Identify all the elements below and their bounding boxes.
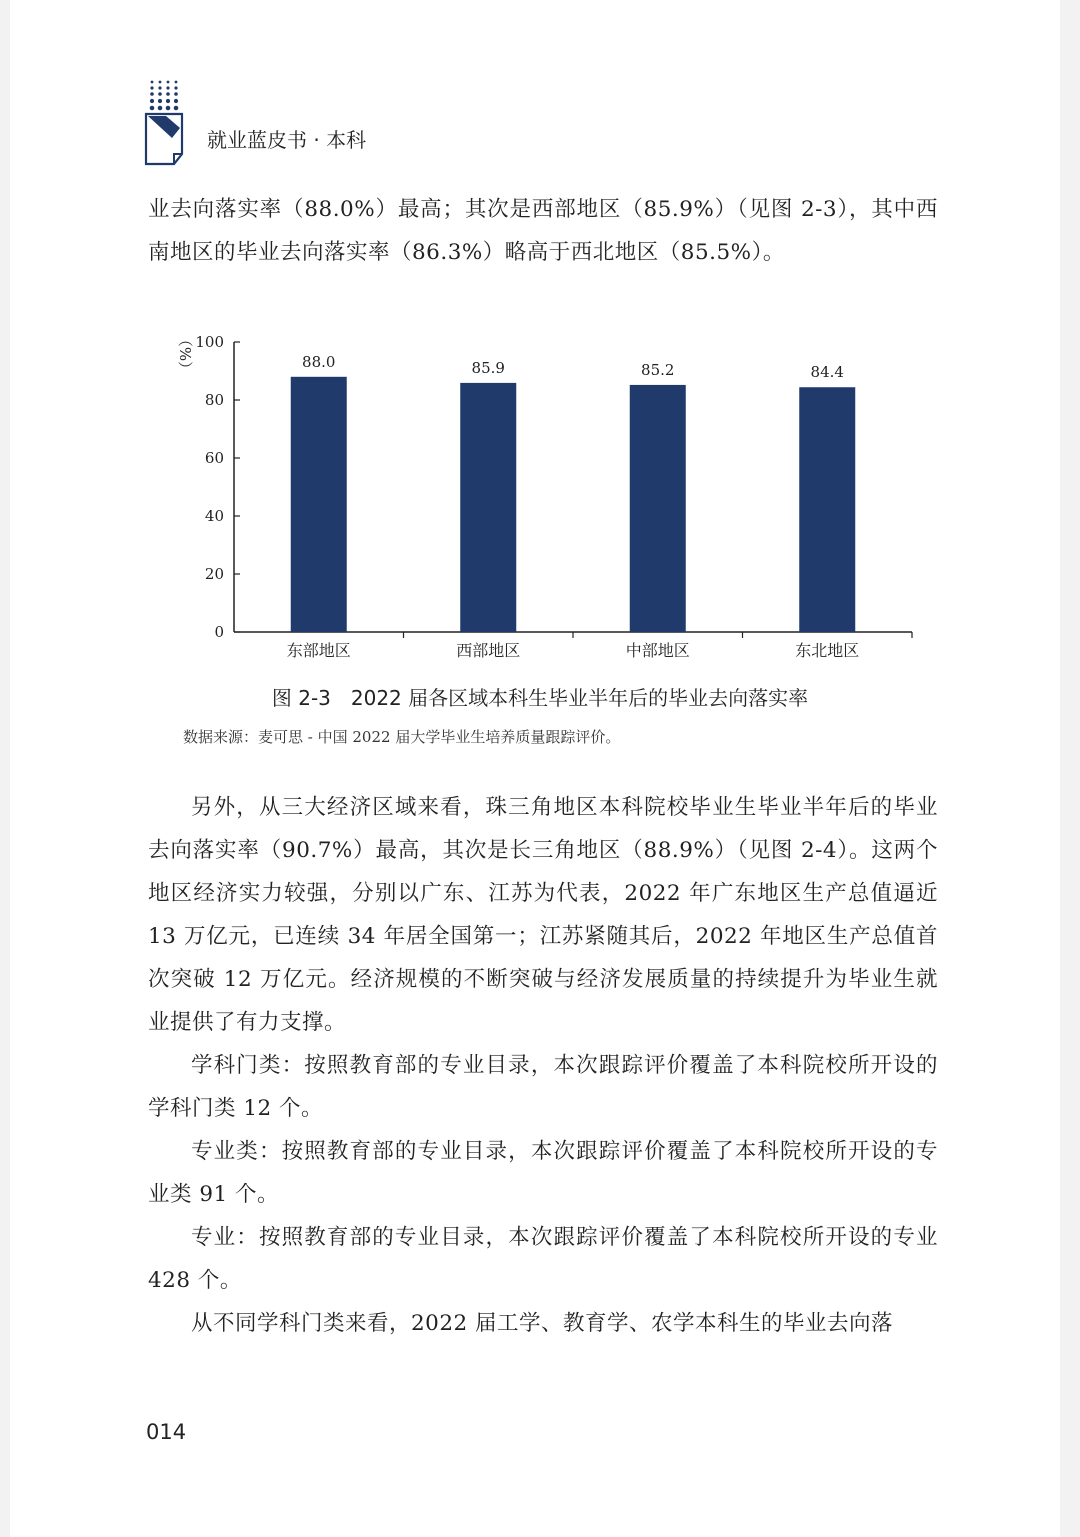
bar-value-label: 85.9: [471, 358, 505, 377]
body-paragraph: 专业类：按照教育部的专业目录，本次跟踪评价覆盖了本科院校所开设的专业类 91 个。: [148, 1139, 938, 1207]
y-tick-label: 80: [204, 391, 224, 409]
bar-value-label: 85.2: [641, 360, 675, 379]
x-category-label: 东部地区: [286, 641, 351, 660]
y-tick-label: 100: [195, 333, 224, 351]
body-paragraph: 从不同学科门类来看，2022 届工学、教育学、农学本科生的毕业去向落: [191, 1311, 894, 1336]
bar-value-label: 84.4: [810, 363, 844, 382]
page-number: 014: [146, 1420, 187, 1444]
x-category-label: 东北地区: [795, 641, 860, 660]
intro-paragraph: 业去向落实率（88.0%）最高；其次是西部地区（85.9%）（见图 2-3），其中西南地区的毕业去向落实率（86.3%）略高于西北地区（85.5%）。: [148, 197, 938, 265]
y-axis-label: （%）: [176, 331, 194, 377]
body-paragraph: 学科门类：按照教育部的专业目录，本次跟踪评价覆盖了本科院校所开设的学科门类 12 个。: [148, 1053, 938, 1121]
y-tick-label: 0: [214, 623, 224, 641]
x-category-label: 西部地区: [456, 641, 521, 660]
figure-caption: 图 2-3 2022 届各区域本科生毕业半年后的毕业去向落实率: [271, 686, 809, 710]
bar: [799, 387, 855, 632]
bar: [460, 383, 516, 632]
figure-source-note: 数据来源：麦可思 - 中国 2022 届大学毕业生培养质量跟踪评价。: [183, 728, 621, 746]
body-paragraph: 另外，从三大经济区域来看，珠三角地区本科院校毕业生毕业半年后的毕业去向落实率（90.7%）最高，其次是长三角地区（88.9%）（见图 2-4）。这两个地区经济实力较强，分别以广东、江苏为代表，2022 年广东地区生产总值逼近 13 万亿元，已连续 34 年居全国第一；江苏紧随其后，2022 年地区生产总值首次突破 12 万亿元。经济规模的不断突破与经济发展质量的持续提升为毕业生就业提供了有力支撑。: [148, 795, 938, 1035]
y-tick-label: 40: [204, 507, 224, 525]
bar-chart: [150, 320, 930, 670]
bar-value-label: 88.0: [302, 352, 336, 371]
bar: [630, 385, 686, 632]
book-logo-icon: [140, 78, 188, 168]
bar: [291, 377, 347, 632]
y-tick-label: 20: [204, 565, 224, 583]
body-paragraph: 专业：按照教育部的专业目录，本次跟踪评价覆盖了本科院校所开设的专业 428 个。: [148, 1225, 938, 1293]
x-category-label: 中部地区: [625, 641, 690, 660]
running-header-title: 就业蓝皮书 · 本科: [207, 128, 367, 152]
y-tick-label: 60: [204, 449, 224, 467]
